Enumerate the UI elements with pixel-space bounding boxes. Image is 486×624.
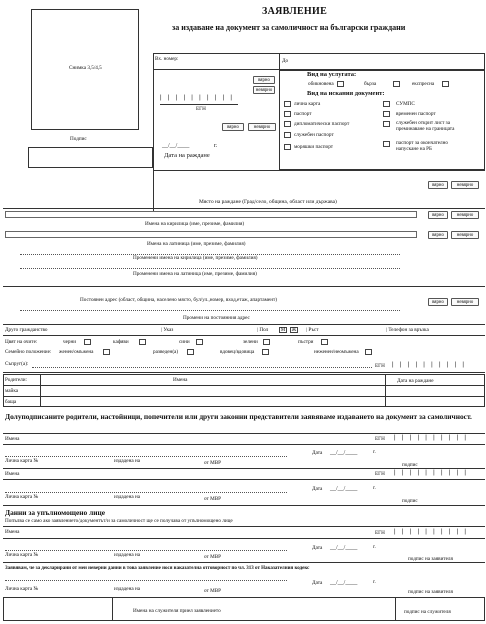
proxy-date-field[interactable]: __/__/____ [330, 545, 358, 551]
declaration-applicant-sign-label: подпис на заявителя [408, 589, 453, 595]
name-lat-input[interactable] [5, 231, 417, 238]
proxy-idcard-label: Лична карта № [5, 552, 39, 558]
officer-sign-label: подпис на служителя [404, 609, 451, 615]
service-normal-label: обикновена [308, 81, 334, 87]
eye-blue-label: сини [179, 339, 190, 345]
guardian2-egn-label: ЕГН [375, 471, 385, 477]
guardian2-date-label: Дата [312, 486, 323, 492]
proxy-mvr-label: от МВР [204, 554, 222, 560]
declaration-mvr-label: от МВР [204, 588, 222, 594]
service-fast-checkbox[interactable] [393, 81, 400, 87]
marital-widowed-checkbox[interactable] [262, 349, 269, 355]
address-changed-label: Промени на постоянния адрес [183, 315, 250, 321]
spouse-egn-digits[interactable]: | | | | | | | | | | [392, 362, 467, 368]
service-express-label: експресна [412, 81, 435, 87]
address-correct-button[interactable]: вярно [428, 298, 448, 306]
doc-idcard-label: лична карта [294, 101, 321, 107]
parents-label: Родители: [5, 377, 27, 383]
declaration-year: г. [373, 579, 376, 585]
address-incorrect-button[interactable]: невярно [451, 298, 479, 306]
birthplace-incorrect-button[interactable]: невярно [451, 181, 479, 189]
guardian1-egn-label: ЕГН [375, 436, 385, 442]
declaration-date-field[interactable]: __/__/____ [330, 580, 358, 586]
eye-brown-checkbox[interactable] [139, 339, 146, 345]
marital-single-label: неженен/неомъжена [314, 349, 359, 355]
parents-mother-label: майка [5, 388, 19, 394]
guardian2-year: г. [373, 485, 376, 491]
guardian1-date-label: Дата [312, 450, 323, 456]
parents-name-header: Имена [173, 377, 188, 383]
sex-label: | Пол [257, 327, 269, 333]
marital-label: Семейно положение: [5, 349, 52, 355]
doc-service-passport-label: служебен паспорт [294, 132, 334, 138]
egn-incorrect-button[interactable]: невярно [253, 86, 275, 94]
sex-female-checkbox[interactable]: Ж [291, 327, 297, 333]
parents-father-label: баща [5, 399, 17, 405]
proxy-note: Попълва се само ако заявлението/документът/и за самоличност ще се получава от упълномощено лице [5, 518, 233, 524]
doc-diplomatic-checkbox[interactable] [284, 121, 291, 127]
eye-blue-checkbox[interactable] [196, 339, 203, 345]
birthplace-correct-button[interactable]: вярно [428, 181, 448, 189]
doc-driving-checkbox[interactable] [383, 101, 390, 107]
guardian1-egn-digits[interactable]: | | | | | | | | | | [394, 435, 469, 441]
doc-passport-checkbox[interactable] [284, 111, 291, 117]
guardian1-name-label: Имена [5, 436, 20, 442]
name-cyr-label: Имена на кирилица (име, презиме, фамилия) [145, 221, 245, 227]
eye-mixed-checkbox[interactable] [321, 339, 328, 345]
marital-married-checkbox[interactable] [103, 349, 110, 355]
guardian1-mvr-label: от МВР [204, 460, 222, 466]
height-label: | Ръст [306, 327, 319, 333]
photo-box [31, 9, 139, 130]
name-cyr-input[interactable] [5, 211, 417, 218]
to-label: До [282, 58, 289, 64]
proxy-date-label: Дата [312, 545, 323, 551]
guardian2-idcard-label: Лична карта № [5, 494, 39, 500]
signature-label: Подпис [70, 136, 87, 142]
guardian2-date-field[interactable]: __/__/____ [330, 486, 358, 492]
declaration-text: Заявявам, че за декларирани от мен неверни данни в това заявление нося наказателна отговорност по чл. 313 от Наказателния кодекс [5, 566, 310, 571]
doc-service-passport-checkbox[interactable] [284, 132, 291, 138]
egn-correct-button[interactable]: вярно [253, 76, 275, 84]
egn-digits[interactable]: | | | | | | | | | | [160, 95, 235, 101]
address-label: Постоянен адрес (област, община, населено място, бул/ул.,номер, вход,етаж, апартамент) [80, 297, 277, 303]
signature-box[interactable] [28, 147, 153, 168]
parents-dob-header: Дата на раждане [397, 378, 434, 384]
eye-mixed-label: пъстри [298, 339, 314, 345]
guardian2-mvr-label: от МВР [204, 496, 222, 502]
changed-cyr-label: Променени имена на кирилица (име, презиме, фамилия) [133, 255, 258, 261]
spouse-egn-label: ЕГН [375, 363, 385, 369]
guardian1-date-field[interactable]: __/__/____ [330, 450, 358, 456]
name-lat-correct-button[interactable]: вярно [428, 231, 448, 239]
doc-temp-passport-checkbox[interactable] [383, 111, 390, 117]
guardian1-sign-label: подпис [402, 462, 418, 468]
eye-green-checkbox[interactable] [263, 339, 270, 345]
guardian2-issued-label: издадена на [114, 494, 141, 500]
officer-label: Имена на служителя приел заявлението [133, 608, 221, 614]
eye-green-label: зелени [243, 339, 258, 345]
service-normal-checkbox[interactable] [337, 81, 344, 87]
header-row [153, 53, 485, 70]
marital-single-checkbox[interactable] [365, 349, 372, 355]
doc-seaman-label: моряшки паспорт [294, 144, 333, 150]
name-cyr-correct-button[interactable]: вярно [428, 211, 448, 219]
guardian2-name-label: Имена [5, 471, 20, 477]
declaration-idcard-label: Лична карта № [5, 586, 39, 592]
guardians-heading: Долуподписаните родители, настойници, попечители или други законни представители заявяваме издаването на документ за самоличност. [5, 412, 472, 421]
service-title: Вид на услугата: [307, 71, 357, 78]
doc-temp-passport-label: временен паспорт [396, 111, 436, 117]
citizenship-label: Друго гражданство [5, 327, 48, 333]
guardian1-year: г. [373, 449, 376, 455]
marital-divorced-label: разведен(а) [153, 349, 179, 355]
doc-final-leave-checkbox[interactable] [383, 141, 390, 147]
service-fast-label: бърза [364, 81, 377, 87]
proxy-egn-digits[interactable]: | | | | | | | | | | [394, 529, 469, 535]
birthdate-label: Дата на раждане [164, 152, 210, 159]
proxy-applicant-sign-label: подпис на заявителя [408, 556, 453, 562]
guardian1-idcard-label: Лична карта № [5, 458, 39, 464]
eye-black-label: черни [63, 339, 77, 345]
document-type-title: Вид на искания документ: [307, 90, 385, 97]
name-lat-label: Имена на латиница (име, презиме, фамилия) [147, 241, 246, 247]
birthdate-year: г. [214, 143, 218, 149]
reg-no-label: Вх. номер: [155, 56, 179, 62]
photo-label: Снимка 3,5/4,5 [69, 65, 102, 71]
birthdate-correct-button[interactable]: вярно [222, 123, 244, 131]
doc-seaman-checkbox[interactable] [284, 144, 291, 150]
changed-lat-label: Променени имена на латиница (име, презиме, фамилия) [133, 271, 257, 277]
eye-black-checkbox[interactable] [84, 339, 91, 345]
doc-border-sheet-checkbox[interactable] [383, 121, 390, 127]
birthdate-field[interactable]: __/__/____ [162, 143, 190, 149]
proxy-year: г. [373, 544, 376, 550]
proxy-egn-label: ЕГН [375, 530, 385, 536]
declaration-issued-label: издадена на [114, 586, 141, 592]
form-subtitle: за издаване на документ за самоличност на български граждани [172, 23, 406, 32]
doc-idcard-checkbox[interactable] [284, 101, 291, 107]
doc-driving-label: СУМПС [396, 101, 415, 107]
birthdate-incorrect-button[interactable]: невярно [248, 123, 276, 131]
spouse-label: Съпруг(а): [5, 361, 29, 367]
doc-diplomatic-label: дипломатически паспорт [294, 121, 350, 127]
marital-married-label: женен/омъжена [59, 349, 94, 355]
guardian2-sign-label: подпис [402, 498, 418, 504]
phone-label: | Телефон за връзка [386, 327, 429, 333]
doc-passport-label: паспорт [294, 111, 312, 117]
name-cyr-incorrect-button[interactable]: невярно [451, 211, 479, 219]
decree-label: | Указ [161, 327, 174, 333]
doc-border-sheet-label: служебен открит лист за преминаване на границата [396, 120, 455, 132]
proxy-heading: Данни за упълномощено лице [5, 508, 106, 517]
sex-male-checkbox[interactable]: М [280, 327, 286, 333]
birthplace-label: Място на раждане (Град/село, община, област или държава) [199, 199, 337, 205]
form-title: ЗАЯВЛЕНИЕ [262, 6, 328, 17]
declaration-date-label: Дата [312, 580, 323, 586]
guardian1-issued-label: издадена на [114, 458, 141, 464]
doc-final-leave-label: паспорт за окончателно напускане на РБ [396, 140, 449, 152]
marital-divorced-checkbox[interactable] [187, 349, 194, 355]
name-lat-incorrect-button[interactable]: невярно [451, 231, 479, 239]
proxy-name-label: Имена [5, 529, 20, 535]
egn-label: ЕГН [196, 106, 206, 112]
proxy-issued-label: издадена на [114, 552, 141, 558]
service-express-checkbox[interactable] [442, 81, 449, 87]
eyes-label: Цвят на очите: [5, 339, 38, 345]
eye-brown-label: кафяви [113, 339, 129, 345]
guardian2-egn-digits[interactable]: | | | | | | | | | | [394, 470, 469, 476]
marital-widowed-label: вдовец/вдовица [220, 349, 255, 355]
